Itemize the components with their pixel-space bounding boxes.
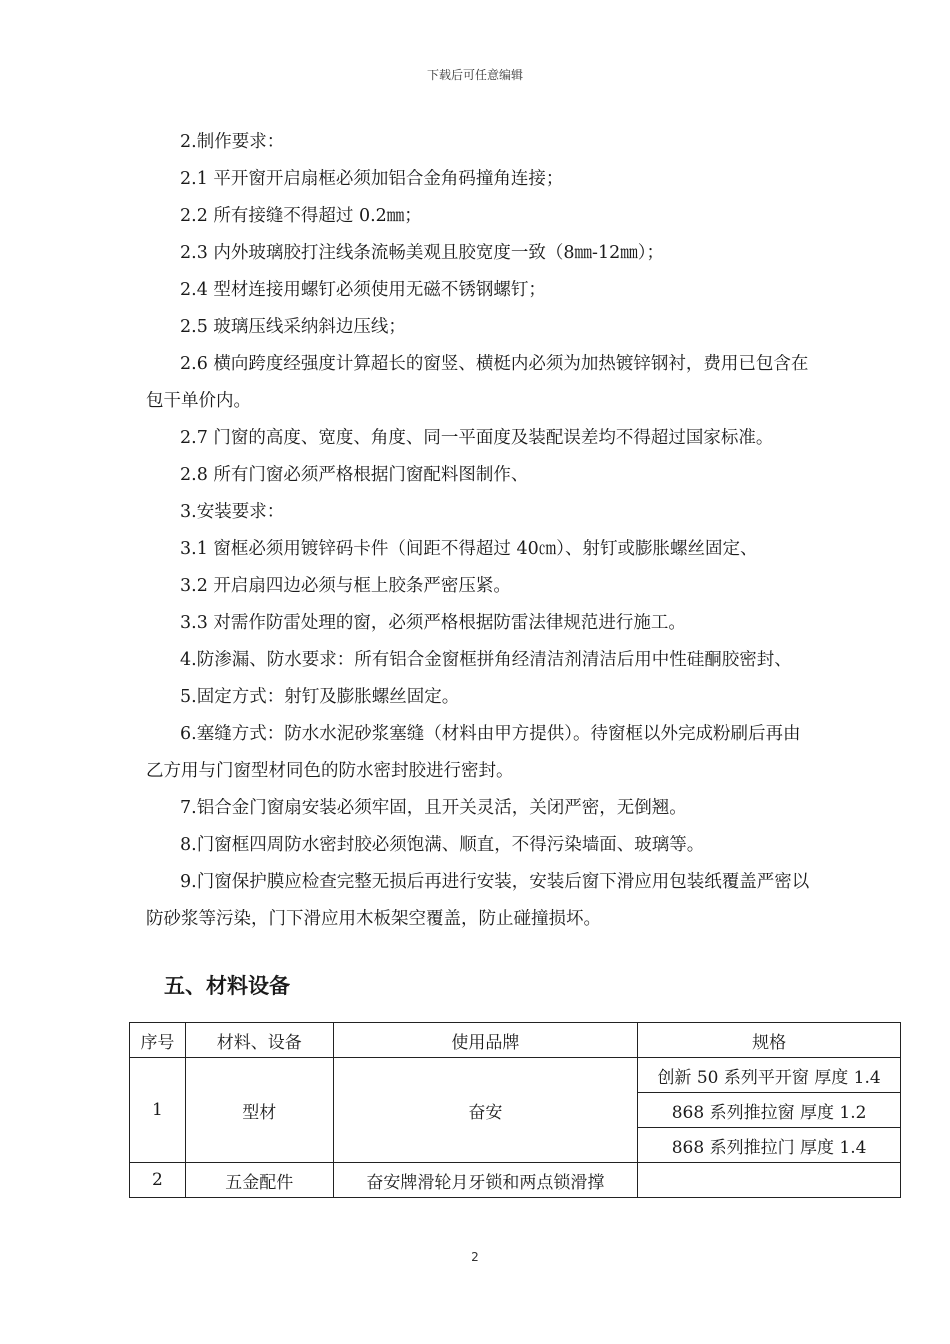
paragraph: 9.门窗保护膜应检查完整无损后再进行安装，安装后窗下滑应用包装纸覆盖严密以防砂浆等污染，门下滑应用木板架空覆盖，防止碰撞损坏。 bbox=[146, 872, 810, 929]
cell-spec bbox=[638, 1163, 901, 1198]
page-header: 下载后可任意编辑 bbox=[426, 68, 523, 82]
paragraph: 2.3 内外玻璃胶打注线条流畅美观且胶宽度一致（8㎜-12㎜）； bbox=[180, 243, 664, 263]
paragraph: 7.铝合金门窗扇安装必须牢固，且开关灵活，关闭严密，无倒翘。 bbox=[180, 798, 687, 818]
header-cell-item: 材料、设备 bbox=[185, 1023, 333, 1058]
table-row bbox=[130, 1163, 901, 1198]
paragraph: 2.2 所有接缝不得超过 0.2㎜； bbox=[180, 206, 422, 226]
cell-no: 2 bbox=[130, 1163, 186, 1198]
table-row bbox=[130, 1058, 901, 1093]
paragraph: 2.4 型材连接用螺钉必须使用无磁不锈钢螺钉； bbox=[180, 280, 546, 300]
section-title: 五、材料设备 bbox=[164, 974, 290, 998]
header-cell-brand: 使用品牌 bbox=[333, 1023, 638, 1058]
paragraph: 3.安装要求： bbox=[180, 502, 285, 522]
cell-spec: 创新 50 系列平开窗 厚度 1.4 bbox=[638, 1058, 901, 1093]
cell-item: 型材 bbox=[185, 1058, 333, 1163]
materials-table bbox=[129, 1022, 901, 1198]
header-cell-spec: 规格 bbox=[638, 1023, 901, 1058]
paragraph: 3.3 对需作防雷处理的窗，必须严格根据防雷法律规范进行施工。 bbox=[180, 613, 686, 633]
paragraph: 2.制作要求： bbox=[180, 132, 285, 152]
cell-brand: 奋安牌滑轮月牙锁和两点锁滑撑 bbox=[333, 1163, 638, 1198]
paragraph: 2.8 所有门窗必须严格根据门窗配料图制作、 bbox=[180, 465, 529, 485]
header-cell-no: 序号 bbox=[130, 1023, 186, 1058]
page-number: 2 bbox=[471, 1250, 479, 1264]
cell-brand: 奋安 bbox=[333, 1058, 638, 1163]
paragraph: 4.防渗漏、防水要求：所有铝合金窗框拼角经清洁剂清洁后用中性硅酮胶密封、 bbox=[180, 650, 792, 670]
paragraph: 2.1 平开窗开启扇框必须加铝合金角码撞角连接； bbox=[180, 169, 564, 189]
paragraph: 2.5 玻璃压线采纳斜边压线； bbox=[180, 317, 406, 337]
document-body bbox=[146, 124, 816, 938]
paragraph: 8.门窗框四周防水密封胶必须饱满、顺直，不得污染墙面、玻璃等。 bbox=[180, 835, 705, 855]
paragraph: 5.固定方式：射钉及膨胀螺丝固定。 bbox=[180, 687, 460, 707]
table-header-row bbox=[130, 1023, 901, 1058]
paragraph: 3.2 开启扇四边必须与框上胶条严密压紧。 bbox=[180, 576, 511, 596]
cell-spec: 868 系列推拉窗 厚度 1.2 bbox=[638, 1093, 901, 1128]
paragraph: 2.7 门窗的高度、宽度、角度、同一平面度及装配误差均不得超过国家标准。 bbox=[180, 428, 774, 448]
cell-no: 1 bbox=[130, 1058, 186, 1163]
cell-item: 五金配件 bbox=[185, 1163, 333, 1198]
cell-spec: 868 系列推拉门 厚度 1.4 bbox=[638, 1128, 901, 1163]
paragraph: 3.1 窗框必须用镀锌码卡件（间距不得超过 40㎝）、射钉或膨胀螺丝固定、 bbox=[180, 539, 758, 559]
paragraph: 6.塞缝方式：防水水泥砂浆塞缝（材料由甲方提供）。待窗框以外完成粉刷后再由乙方用与门窗型材同色的防水密封胶进行密封。 bbox=[146, 724, 801, 781]
paragraph: 2.6 横向跨度经强度计算超长的窗竖、横梃内必须为加热镀锌钢衬，费用已包含在包干单价内。 bbox=[146, 354, 809, 411]
